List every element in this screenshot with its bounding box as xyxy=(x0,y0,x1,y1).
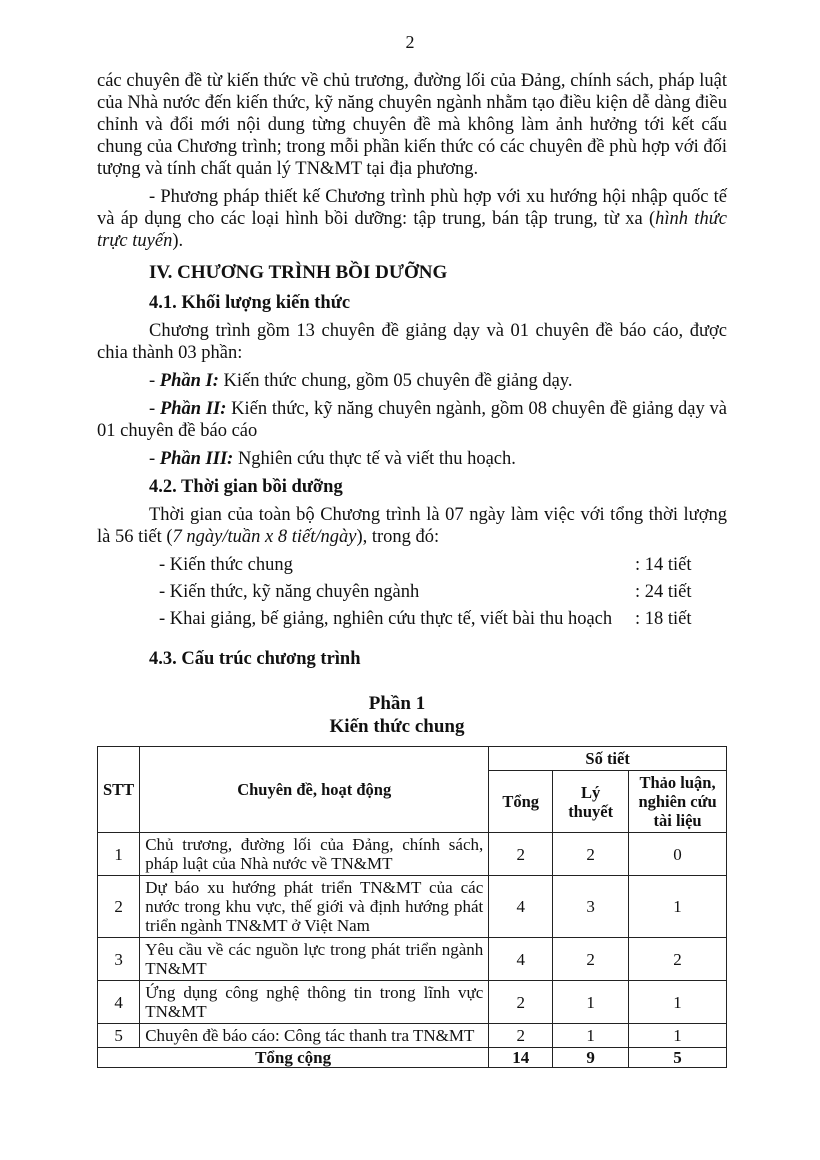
section-title: Phần 1 xyxy=(368,693,426,714)
page-number: 2 xyxy=(405,32,415,52)
time-row-general xyxy=(159,554,727,576)
table-row xyxy=(98,981,727,1024)
header-topic: Chuyên đề, hoạt động xyxy=(140,747,489,833)
paragraph-duration: Thời gian của toàn bộ Chương trình là 07 ngày làm việc với tổng thời lượng là 56 tiết (7 ngày/tuần x 8 tiết/ngày), trong đó: xyxy=(97,505,727,547)
cell-stt: 5 xyxy=(98,1024,140,1048)
cell-stt: 1 xyxy=(98,833,140,876)
time-row-value: : 14 tiết xyxy=(635,555,692,575)
cell-ly-thuyet: 1 xyxy=(553,981,629,1024)
heading-section-iv: IV. CHƯƠNG TRÌNH BỒI DƯỠNG xyxy=(149,262,448,283)
header-stt: STT xyxy=(98,747,140,833)
cell-total-ly-thuyet: 9 xyxy=(553,1048,629,1068)
table-row xyxy=(98,833,727,876)
cell-topic: Chuyên đề báo cáo: Công tác thanh tra TN&MT xyxy=(140,1024,489,1048)
cell-thao-luan: 1 xyxy=(629,981,727,1024)
header-tong: Tổng xyxy=(489,771,553,833)
time-row-value: : 18 tiết xyxy=(635,609,692,629)
cell-thao-luan: 1 xyxy=(629,1024,727,1048)
cell-tong: 2 xyxy=(489,833,553,876)
part-1-line: - Phần I: Kiến thức chung, gồm 05 chuyên đề giảng dạy. xyxy=(149,371,573,391)
cell-ly-thuyet: 3 xyxy=(553,876,629,938)
paragraph-method: - Phương pháp thiết kế Chương trình phù hợp với xu hướng hội nhập quốc tế và áp dụng cho các loại hình bồi dưỡng: tập trung, bán tập trung, từ xa (hình thức trực tuyến). xyxy=(97,187,727,251)
heading-4-1: 4.1. Khối lượng kiến thức xyxy=(149,293,351,313)
cell-tong: 4 xyxy=(489,876,553,938)
cell-thao-luan: 1 xyxy=(629,876,727,938)
cell-thao-luan: 2 xyxy=(629,938,727,981)
curriculum-table xyxy=(97,746,727,1068)
cell-thao-luan: 0 xyxy=(629,833,727,876)
paragraph-program-size: Chương trình gồm 13 chuyên đề giảng dạy và 01 chuyên đề báo cáo, được chia thành 03 phần: xyxy=(97,321,727,363)
table-row xyxy=(98,938,727,981)
time-row-value: : 24 tiết xyxy=(635,582,692,602)
cell-total-thao-luan: 5 xyxy=(629,1048,727,1068)
cell-topic: Yêu cầu về các nguồn lực trong phát triển ngành TN&MT xyxy=(140,938,489,981)
time-row-other xyxy=(159,608,727,630)
time-row-label: - Khai giảng, bế giảng, nghiên cứu thực tế, viết bài thu hoạch xyxy=(159,609,613,629)
table-row xyxy=(98,876,727,938)
cell-ly-thuyet: 2 xyxy=(553,833,629,876)
table-total-row xyxy=(98,1048,727,1068)
cell-ly-thuyet: 1 xyxy=(553,1024,629,1048)
part-2-line: - Phần II: Kiến thức, kỹ năng chuyên ngành, gồm 08 chuyên đề giảng dạy và 01 chuyên đề báo cáo xyxy=(97,399,727,441)
cell-tong: 2 xyxy=(489,1024,553,1048)
cell-stt: 2 xyxy=(98,876,140,938)
cell-topic: Dự báo xu hướng phát triển TN&MT của các nước trong khu vực, thế giới và định hướng phát triển ngành TN&MT ở Việt Nam xyxy=(140,876,489,938)
part-3-line: - Phần III: Nghiên cứu thực tế và viết thu hoạch. xyxy=(149,449,516,469)
cell-total-tong: 14 xyxy=(489,1048,553,1068)
cell-topic: Chủ trương, đường lối của Đảng, chính sách, pháp luật của Nhà nước về TN&MT xyxy=(140,833,489,876)
document-body xyxy=(97,70,727,1068)
paragraph-intro: các chuyên đề từ kiến thức về chủ trương, đường lối của Đảng, chính sách, pháp luật của Nhà nước đến kiến thức, kỹ năng chuyên ngành nhằm tạo điều kiện dễ dàng điều chỉnh và đổi mới nội dung từng chuyên đề mà không làm ảnh hưởng tới kết cấu chung của Chương trình; trong mỗi phần kiến thức có các chuyên đề phù hợp với đối tượng và tính chất quản lý TN&MT tại địa phương. xyxy=(97,71,727,179)
cell-stt: 4 xyxy=(98,981,140,1024)
header-so-tiet: Số tiết xyxy=(489,747,727,771)
heading-4-2: 4.2. Thời gian bồi dưỡng xyxy=(149,477,343,497)
header-ly-thuyet: Lý thuyết xyxy=(553,771,629,833)
table-header-row xyxy=(98,747,727,771)
time-row-label: - Kiến thức, kỹ năng chuyên ngành xyxy=(159,582,420,602)
cell-total-label: Tổng cộng xyxy=(98,1048,489,1068)
time-row-specialized xyxy=(159,581,727,603)
time-row-label: - Kiến thức chung xyxy=(159,555,293,575)
heading-4-3: 4.3. Cấu trúc chương trình xyxy=(149,649,361,669)
cell-tong: 2 xyxy=(489,981,553,1024)
table-row xyxy=(98,1024,727,1048)
header-thao-luan: Thảo luận, nghiên cứu tài liệu xyxy=(629,771,727,833)
cell-ly-thuyet: 2 xyxy=(553,938,629,981)
cell-stt: 3 xyxy=(98,938,140,981)
cell-tong: 4 xyxy=(489,938,553,981)
section-subtitle: Kiến thức chung xyxy=(329,716,465,737)
cell-topic: Ứng dụng công nghệ thông tin trong lĩnh vực TN&MT xyxy=(140,981,489,1024)
